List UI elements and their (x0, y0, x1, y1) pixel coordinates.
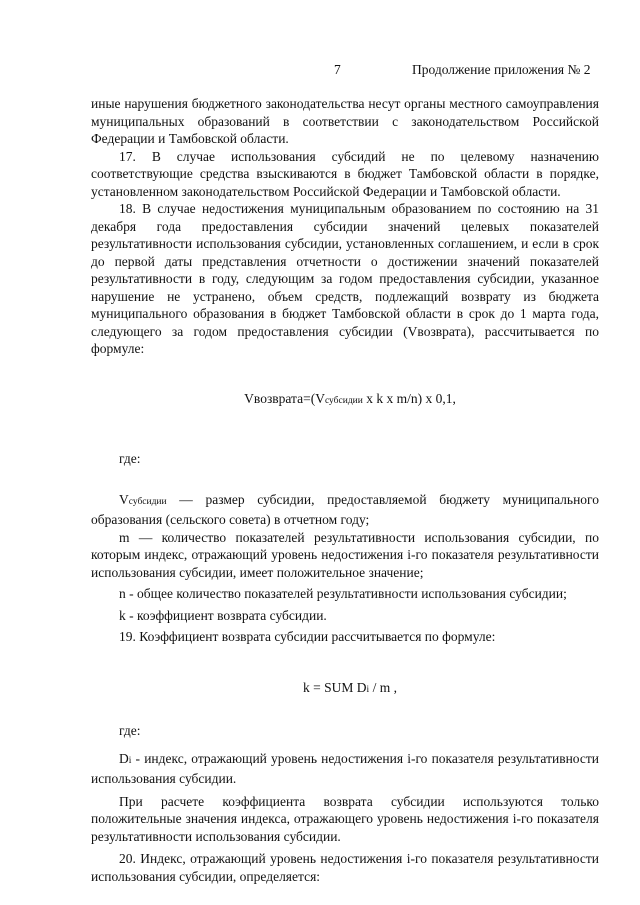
paragraph-20: 20. Индекс, отражающий уровень недостижения i-го показателя результативности использования субсидии, определяется: (91, 851, 599, 884)
definition-v-text: — размер субсидии, предоставляемой бюджету муниципального образования (сельского совета) в отчетном году; (91, 491, 599, 527)
definition-m: m — количество показателей результативности использования субсидии, по которым индекс, отражающий уровень недостижения i-го показателя результативности использования субсидии, имеет положительное значение; (91, 529, 599, 580)
formula-k (91, 679, 599, 700)
paragraph-18: 18. В случае недостижения муниципальным образованием по состоянию на 31 декабря года предоставления субсидии значений целевых показателей результативности использования субсидии, установленных соглашением, и если в срок до первой даты представления отчетности о достижении значений показателей результативности в году, следующим за годом предоставления субсидии, указанное нарушение не устранено, объем средств, подлежащий возврату из бюджета муниципального образования в бюджет Тамбовской области в срок до 1 марта года, следующего за годом предоставления субсидии (Vвозврата), рассчитывается по формуле: (91, 201, 599, 356)
paragraph-17: 17. В случае использования субсидий не по целевому назначению соответствующие средства взыскиваются в бюджет Тамбовской области в порядке, установленном законодательством Российской Федерации и Тамбовской области. (91, 148, 599, 199)
definition-k: k - коэффициент возврата субсидии. (119, 607, 327, 623)
document-body (91, 95, 599, 885)
paragraph-intro: иные нарушения бюджетного законодательства несут органы местного самоуправления муниципальных образований в соответствии с законодательством Российской Федерации и Тамбовской области. (91, 96, 599, 146)
formula-v-lhs: Vвозврата=(V (244, 390, 325, 406)
where-label-2: где: (119, 723, 141, 738)
page-number: 7 (334, 62, 341, 77)
where-label: где: (119, 451, 141, 466)
formula-k-lhs: k = SUM D (303, 679, 367, 695)
formula-v-rhs: x k x m/n) x 0,1, (362, 390, 456, 406)
formula-v-subscript: субсидии (324, 395, 363, 406)
definition-n: n - общее количество показателей результативности использования субсидии; (119, 586, 567, 601)
formula-k-rhs: / m , (369, 679, 397, 695)
formula-k-subscript: i (366, 684, 370, 695)
definition-d-subscript: i (128, 755, 132, 766)
definition-d-text: - индекс, отражающий уровень недостижения i-го показателя результативности использования субсидии. (91, 750, 599, 786)
paragraph-calc: При расчете коэффициента возврата субсидии используются только положительные значения индекса, отражающего уровень недостижения i-го показателя результативности использования субсидии. (91, 793, 599, 844)
definition-v-subscript: субсидии (128, 496, 167, 507)
appendix-header: Продолжение приложения № 2 (412, 62, 591, 77)
formula-v-return (91, 390, 599, 411)
definition-v-symbol: V (119, 491, 129, 507)
definition-v (91, 491, 599, 529)
definition-d-symbol: D (119, 750, 129, 766)
paragraph-19: 19. Коэффициент возврата субсидии рассчитывается по формуле: (119, 629, 496, 644)
definition-d (91, 750, 599, 788)
